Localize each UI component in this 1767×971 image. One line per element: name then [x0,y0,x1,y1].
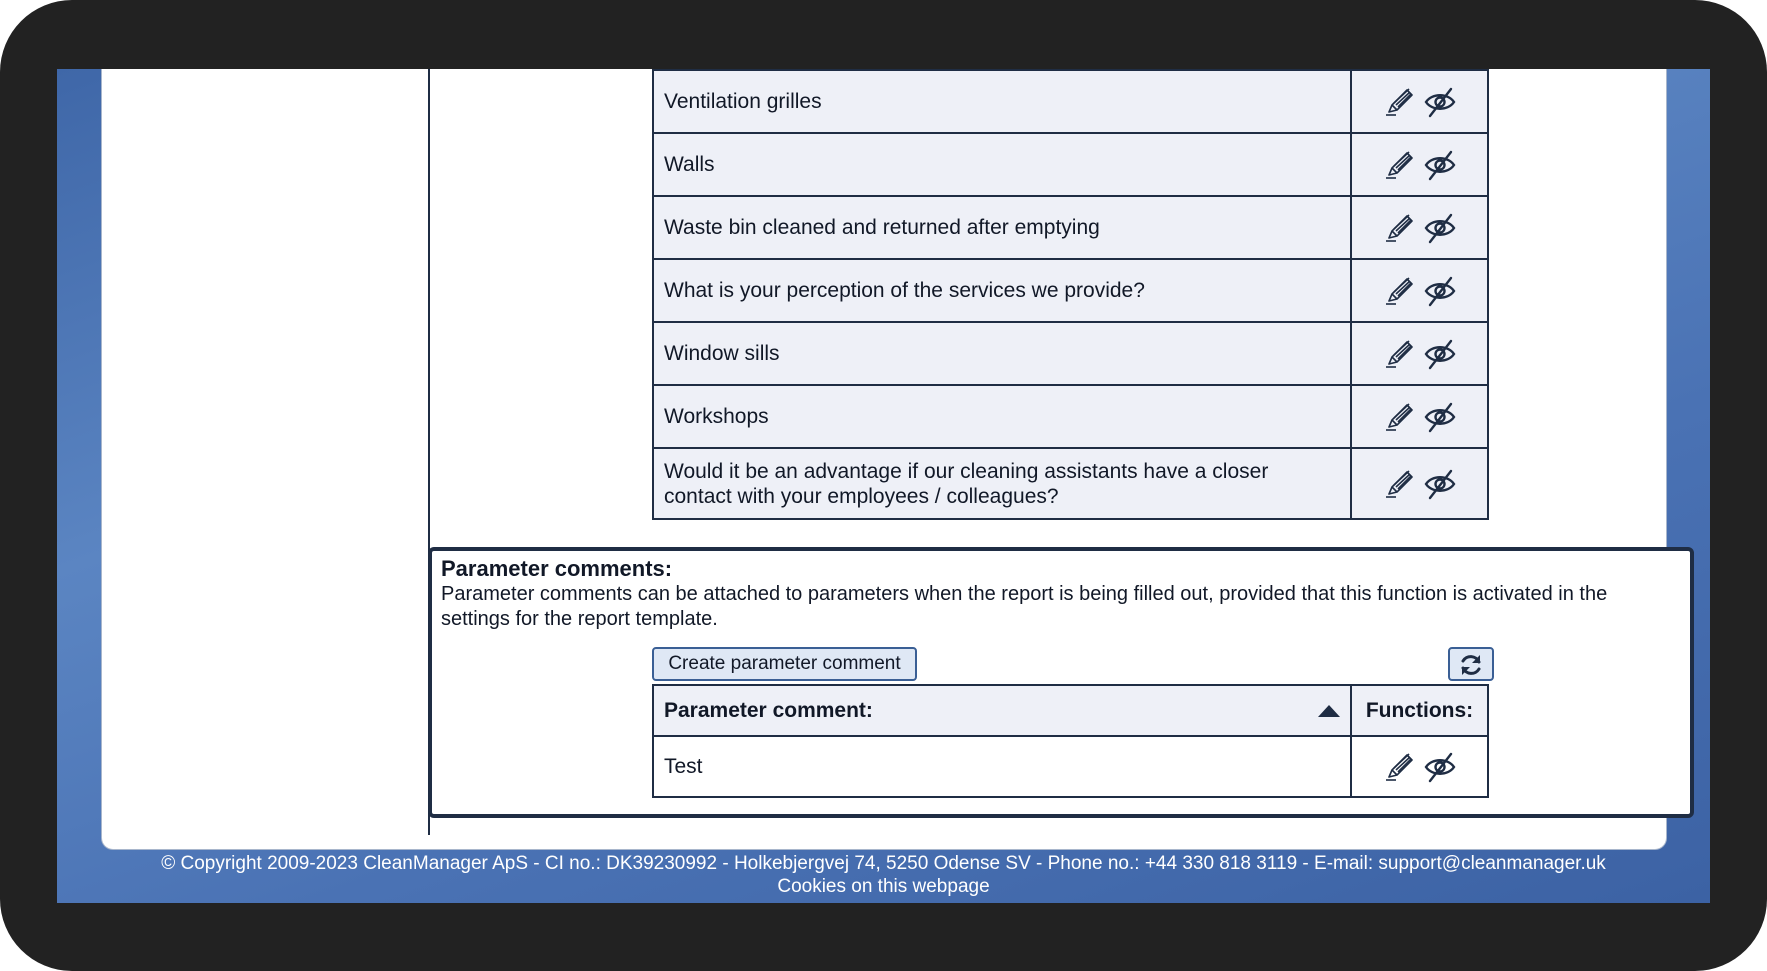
column-header-comment[interactable] [653,685,1351,736]
sort-ascending-icon[interactable] [1318,705,1340,717]
parameter-name: Ventilation grilles [653,70,1351,133]
section-title: Parameter comments: [441,556,673,581]
refresh-icon [1458,652,1484,678]
parameter-name: Would it be an advantage if our cleaning assistants have a closer contact with your employees / colleagues? [653,448,1351,519]
page-content [101,69,1667,850]
section-description: Parameter comments can be attached to parameters when the report is being filled out, provided that this function is activated in the settings for the report template. [441,583,1608,630]
table-header-row [653,685,1488,736]
row-functions [1351,322,1488,385]
parameter-comments-table [652,684,1489,798]
pencil-icon[interactable] [1383,211,1417,245]
table-row [653,322,1488,385]
table-row [653,448,1488,519]
table-row [653,259,1488,322]
table-row [653,736,1488,797]
pencil-icon[interactable] [1383,274,1417,308]
table-row [653,385,1488,448]
copyright-text: © Copyright 2009-2023 CleanManager ApS - CI no.: DK39230992 - Holkebjergvej 74, 5250 Odense SV - Phone no.: +44 330 818 3119 - E-mail: support@cleanmanager.uk [161,853,1606,874]
eye-slash-icon[interactable] [1423,148,1457,182]
refresh-button[interactable] [1448,647,1494,681]
row-functions [1351,196,1488,259]
eye-slash-icon[interactable] [1423,750,1457,784]
eye-slash-icon[interactable] [1423,467,1457,501]
pencil-icon[interactable] [1383,467,1417,501]
row-functions [1351,448,1488,519]
create-parameter-comment-button[interactable]: Create parameter comment [652,647,917,681]
pencil-icon[interactable] [1383,337,1417,371]
parameter-name: What is your perception of the services we provide? [653,259,1351,322]
parameter-name: Workshops [653,385,1351,448]
page-footer [57,852,1710,898]
pencil-icon[interactable] [1383,400,1417,434]
cookies-link[interactable]: Cookies on this webpage [777,876,990,897]
eye-slash-icon[interactable] [1423,400,1457,434]
column-header-functions: Functions: [1351,685,1488,736]
parameter-name: Window sills [653,322,1351,385]
pencil-icon[interactable] [1383,148,1417,182]
row-functions [1351,133,1488,196]
eye-slash-icon[interactable] [1423,211,1457,245]
row-functions [1351,70,1488,133]
row-functions [1351,259,1488,322]
eye-slash-icon[interactable] [1423,85,1457,119]
parameter-name: Walls [653,133,1351,196]
column-header-label: Parameter comment: [664,698,873,722]
row-functions [1351,736,1488,797]
pencil-icon[interactable] [1383,85,1417,119]
parameter-comments-panel [428,547,1694,818]
table-row [653,133,1488,196]
comment-text: Test [653,736,1351,797]
eye-slash-icon[interactable] [1423,337,1457,371]
parameter-name: Waste bin cleaned and returned after emptying [653,196,1351,259]
row-functions [1351,385,1488,448]
table-row [653,196,1488,259]
parameters-table [652,69,1489,520]
table-row [653,70,1488,133]
browser-viewport [57,69,1710,903]
eye-slash-icon[interactable] [1423,274,1457,308]
pencil-icon[interactable] [1383,750,1417,784]
